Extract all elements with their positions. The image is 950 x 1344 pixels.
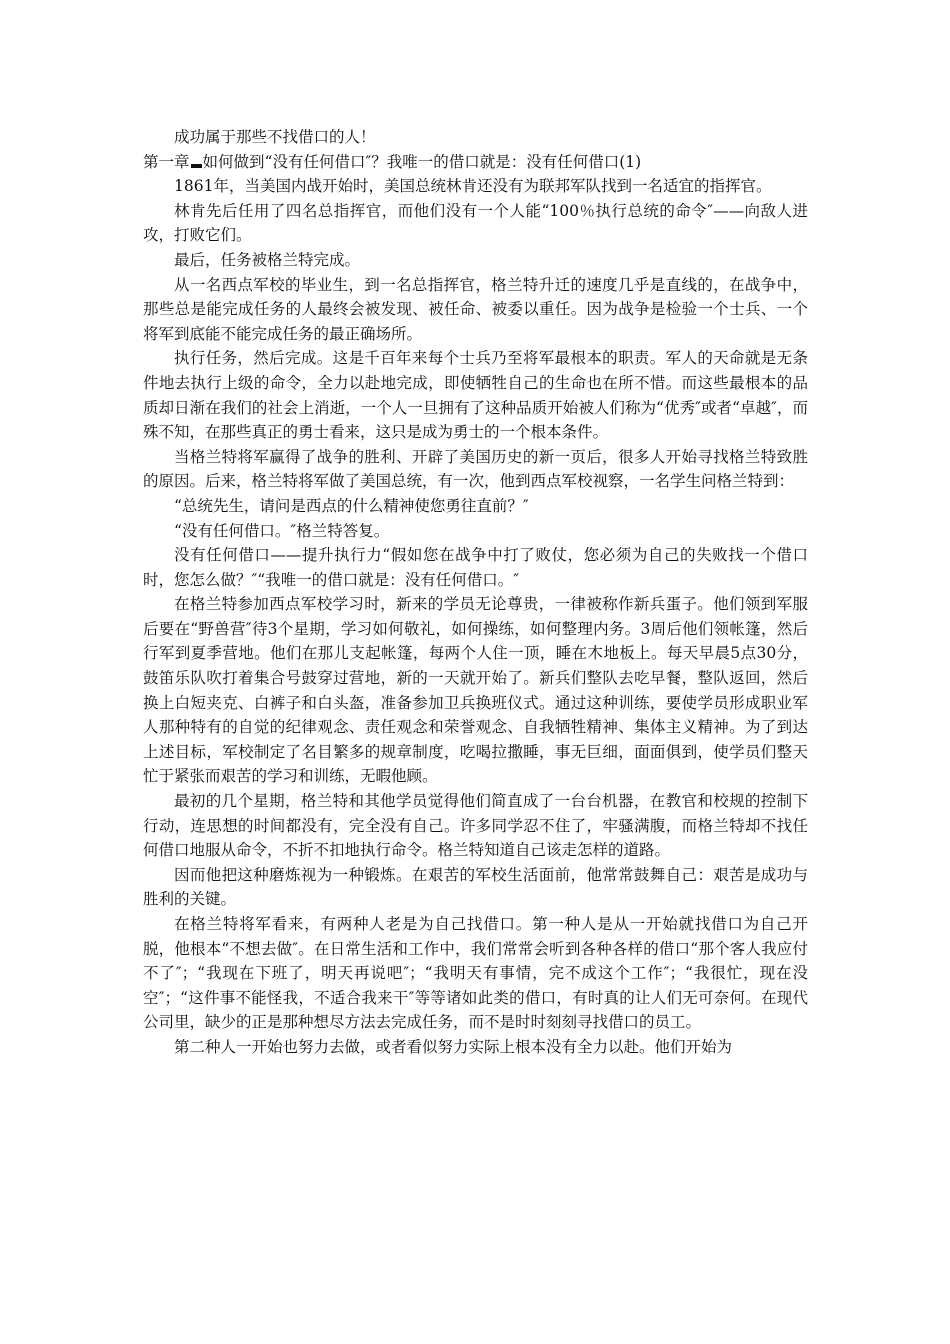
paragraph: 执行任务，然后完成。这是千百年来每个士兵乃至将军最根本的职责。军人的天命就是无条件地去执行上级的命令，全力以赴地完成，即使牺牲自己的生命也在所不惜。而这些最根本的品质却日渐在我们的社会上消逝，一个人一旦拥有了这种品质开始被人们称为“优秀″或者“卓越″，而殊不知，在那些真正的勇士看来，这只是成为勇士的一个根本条件。 [143, 349, 808, 442]
paragraph: 因而他把这种磨炼视为一种锻炼。在艰苦的军校生活面前，他常常鼓舞自己：艰苦是成功与胜利的关键。 [143, 865, 808, 909]
dash-mark-icon [191, 164, 202, 168]
paragraph: 没有任何借口——提升执行力“假如您在战争中打了败仗，您必须为自己的失败找一个借口时，您怎么做？″“我唯一的借口就是：没有任何借口。″ [143, 546, 808, 589]
chapter-prefix: 第一章 [143, 152, 190, 171]
paragraph: 从一名西点军校的毕业生，到一名总指挥官，格兰特升迁的速度几乎是直线的，在战争中，那些总是能完成任务的人最终会被发现、被任命、被委以重任。因为战争是检验一个士兵、一个将军到底能不能完成任务的最正确场所。 [143, 275, 808, 343]
quote-paragraph: “没有任何借口。″格兰特答复。 [174, 521, 390, 540]
paragraph: 最初的几个星期，格兰特和其他学员觉得他们简直成了一台台机器，在教官和校规的控制下行动，连思想的时间都没有，完全没有自己。许多同学忍不住了，牢骚满腹，而格兰特却不找任何借口地服从命令，不折不扣地执行命令。格兰特知道自己该走怎样的道路。 [143, 792, 808, 860]
paragraph: 林肯先后任用了四名总指挥官，而他们没有一个人能“100％执行总统的命令″——向敌人进攻，打败它们。 [143, 201, 808, 245]
paragraph: 1861年，当美国内战开始时，美国总统林肯还没有为联邦军队找到一名适宜的指挥官。 [174, 177, 772, 196]
paragraph: 最后，任务被格兰特完成。 [174, 250, 361, 269]
chapter-title: 如何做到“没有任何借口″？我唯一的借口就是：没有任何借口(1) [202, 152, 642, 171]
quote-paragraph: “总统先生，请问是西点的什么精神使您勇往直前？″ [174, 496, 529, 515]
paragraph: 在格兰特将军看来，有两种人老是为自己找借口。第一种人是从一开始就找借口为自己开脱，他根本“不想去做″。在日常生活和工作中，我们常常会听到各种各样的借口“那个客人我应付不了″；“我现在下班了，明天再说吧″；“我明天有事情，完不成这个工作″；“我很忙，现在没空″；“这件事不能怪我，不适合我来干″等等诸如此类的借口，有时真的让人们无可奈何。在现代公司里，缺少的正是那种想尽方法去完成任务，而不是时时刻刻寻找借口的员工。 [143, 915, 808, 1032]
paragraph: 在格兰特参加西点军校学习时，新来的学员无论尊贵，一律被称作新兵蛋子。他们领到军服后要在“野兽营″待3个星期，学习如何敬礼，如何操练，如何整理内务。3周后他们领帐篷，然后行军到夏季营地。他们在那儿支起帐篷，每两个人住一顶，睡在木地板上。每天早晨5点30分，鼓笛乐队吹打着集合号鼓穿过营地，新的一天就开始了。新兵们整队去吃早餐，整队返回，然后换上白短夹克、白裤子和白头盔，准备参加卫兵换班仪式。通过这种训练，要使学员形成职业军人那种特有的自觉的纪律观念、责任观念和荣誉观念、自我牺牲精神、集体主义精神。为了到达上述目标，军校制定了名目繁多的规章制度，吃喝拉撒睡，事无巨细，面面俱到，使学员们整天忙于紧张而艰苦的学习和训练，无暇他顾。 [143, 595, 808, 786]
document-body [143, 125, 808, 1060]
document-title: 成功属于那些不找借口的人！ [174, 128, 376, 146]
paragraph: 当格兰特将军赢得了战争的胜利、开辟了美国历史的新一页后，很多人开始寻找格兰特致胜的原因。后来，格兰特将军做了美国总统，有一次，他到西点军校视察，一名学生问格兰特到： [143, 447, 808, 491]
paragraph: 第二种人一开始也努力去做，或者看似努力实际上根本没有全力以赴。他们开始为 [174, 1037, 733, 1056]
chapter-heading [143, 150, 808, 175]
